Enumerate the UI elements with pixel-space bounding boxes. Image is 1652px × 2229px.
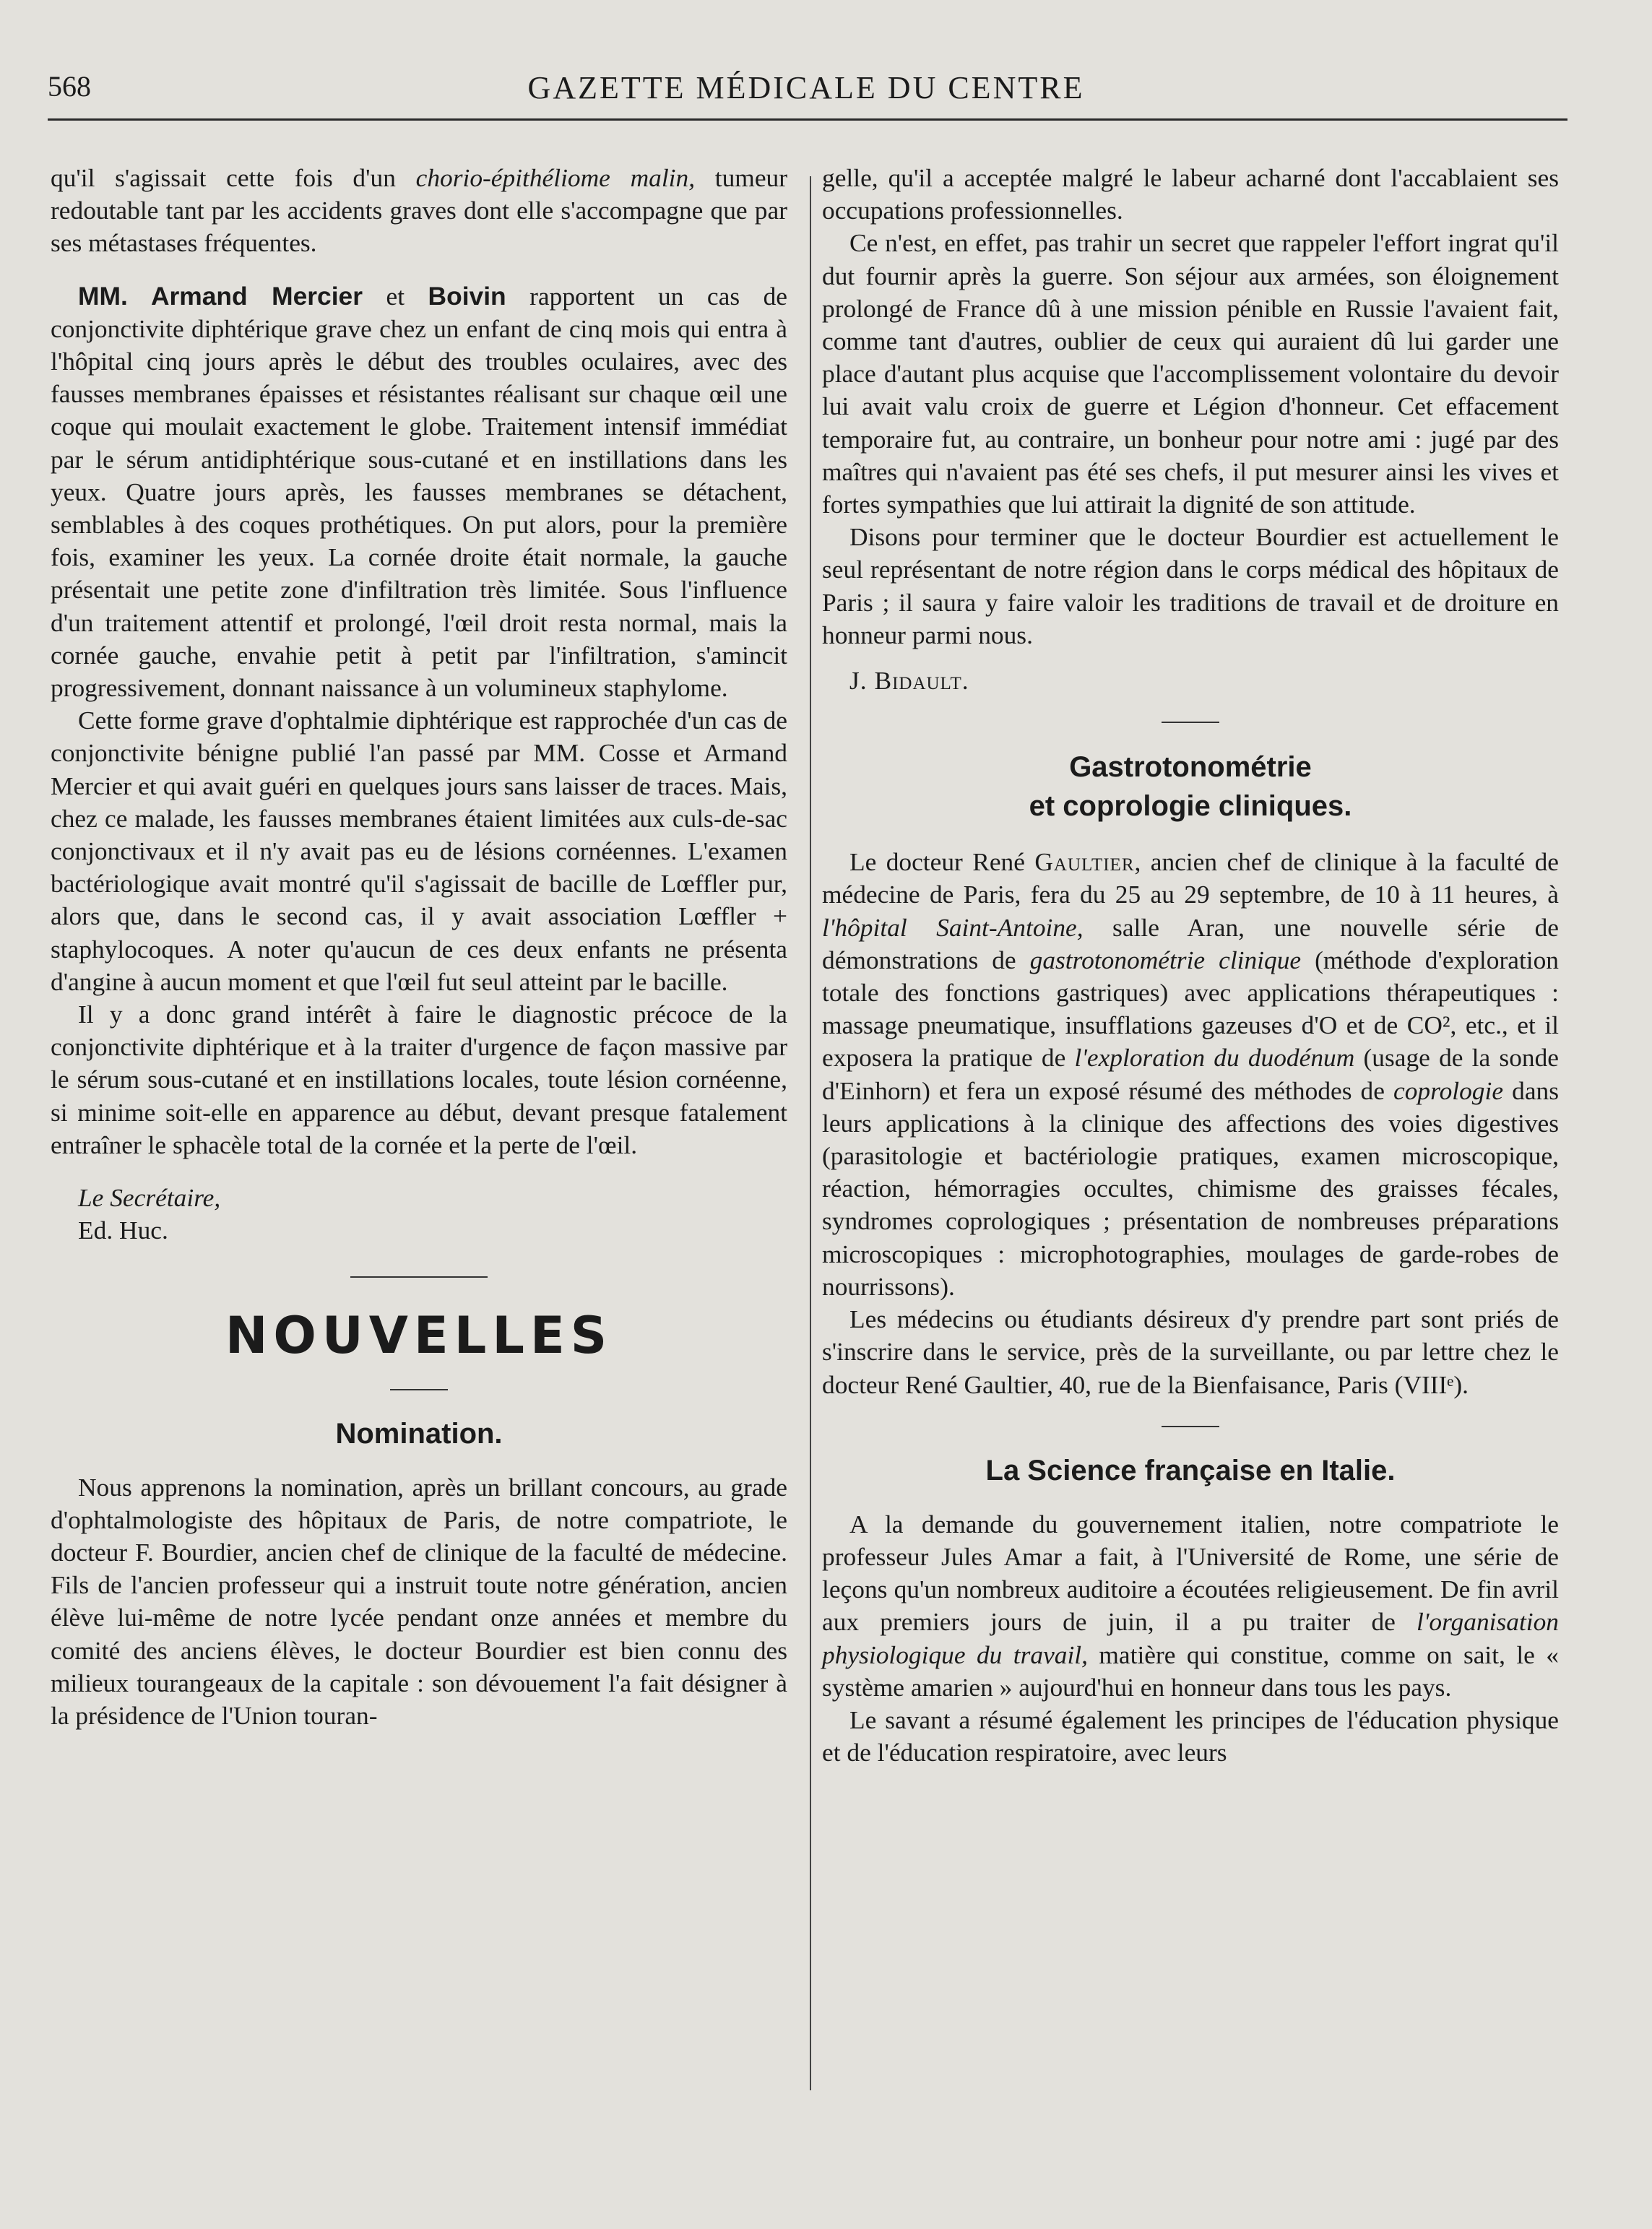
section-rule: [350, 1276, 488, 1278]
paragraph: Les médecins ou étudiants désireux d'y prendre part sont priés de s'inscrire dans le service, près de la surveillante, ou par lettre chez le docteur René Gaultier, 40, rue de la Bienfaisance, Paris (VIIIᵉ).: [822, 1304, 1559, 1399]
paragraph: Il y a donc grand intérêt à faire le diagnostic précoce de la conjonctivite diphtérique et à la traiter d'urgence de façon massive par le sérum sous-cutané et en instillations locales, toute lésion cornéenne, si minime soit-elle en apparence au début, devant presque fatalement entraîner le sphacèle total de la cornée et la perte de l'œil.: [51, 1000, 787, 1159]
right-column: [822, 162, 1559, 1769]
article-heading: Gastrotonométrie: [1069, 751, 1312, 784]
paragraph: Nous apprenons la nomination, après un brillant concours, au grade d'ophtalmologiste des hôpitaux de Paris, de notre compatriote, le docteur F. Bourdier, ancien chef de clinique de la faculté de médecine. Fils de l'ancien professeur qui a instruit toute notre génération, ancien élève lui-même de notre lycée pendant onze années et membre du comité des anciens élèves, le docteur Bourdier est bien connu des milieux tourangeaux de la capitale : son dévouement l'a fait désigner à la présidence de l'Union touran-: [51, 1472, 787, 1730]
left-column: [51, 162, 787, 1732]
running-title: GAZETTE MÉDICALE DU CENTRE: [527, 70, 1085, 105]
section-rule: [1162, 1426, 1219, 1427]
paragraph: MM. Armand Mercier et Boivin rapportent un cas de conjonctivite diphtérique grave chez un enfant de cinq mois qui entra à l'hôpital cinq jours après le début des troubles oculaires, avec des fausses membranes épaisses et résistantes réalisant sur chaque œil une coque qui moulait exactement le globe. Traitement intensif immédiat par le sérum antidiphtérique sous-cutané et en instillations dans les yeux. Quatre jours après, les fausses membranes se détachent, semblables à des coques prothétiques. On put alors, pour la première fois, examiner les yeux. La cornée droite était normale, la gauche présentait une petite zone d'infiltration très limitée. Sous l'influence d'un traitement attentif et prolongé, l'œil droit resta normal, mais la cornée gauche, envahie petit à petit par l'infiltration, s'amincit progressivement, donnant naissance à un volumineux staphylome.: [51, 281, 787, 703]
person-name: Gaultier: [1034, 847, 1135, 877]
section-heading: NOUVELLES: [225, 1305, 613, 1365]
signature-name: Ed. Huc.: [78, 1216, 168, 1245]
paragraph: Le docteur René Gaultier, ancien chef de clinique à la faculté de médecine de Paris, fera du 25 au 29 septembre, de 10 à 11 heures, à l'hôpital Saint-Antoine, salle Aran, une nouvelle série de démonstrations de gastrotonométrie clinique (méthode d'exploration totale des fonctions gastriques) avec applications thérapeutiques : massage pneumatique, insufflations gazeuses d'O et de CO², etc., et il exposera la pratique de l'exploration du duodénum (usage de la sonde d'Einhorn) et fera un exposé résumé des méthodes de coprologie dans leurs applications à la clinique des affections des voies digestives (parasitologie et bactériologie pratiques, examen microscopique, réaction, hémorragies occultes, chimisme des graisses fécales, syndromes coprologiques ; présentation de nombreuses préparations microscopiques : microphotographies, moulages de garde-robes de nourrissons).: [822, 847, 1559, 1301]
paragraph: qu'il s'agissait cette fois d'un chorio-épithéliome malin, tumeur redoutable tant par les accidents graves dont elle s'accompagne que par ses métastases fréquentes.: [51, 163, 788, 258]
article-heading: et coprologie cliniques.: [1029, 790, 1352, 823]
paragraph: gelle, qu'il a acceptée malgré le labeur acharné dont l'accablaient ses occupations professionnelles.: [822, 163, 1559, 225]
page-number: 568: [48, 70, 91, 103]
section-rule: [390, 1389, 448, 1390]
signature-title: Le Secrétaire,: [78, 1183, 221, 1213]
paragraph: Ce n'est, en effet, pas trahir un secret que rappeler l'effort ingrat qu'il dut fournir après la guerre. Son séjour aux armées, son éloignement prolongé de France dû à une mission pénible en Russie l'avaient fait, comme tant d'autres, oublier de ceux qui auraient dû lui garder une place d'autant plus acquise que l'accomplissement volontaire du devoir lui avait valu croix de guerre et Légion d'honneur. Cet effacement temporaire fut, au contraire, un bonheur pour notre ami : jugé par des maîtres qui n'avaient pas été ses chefs, il put mesurer ainsi les vives et fortes sympathies que lui attirait la dignité de son attitude.: [822, 228, 1559, 519]
author-name: Armand Mercier: [150, 281, 363, 311]
paragraph: Le savant a résumé également les principes de l'éducation physique et de l'éducation respiratoire, avec leurs: [822, 1705, 1559, 1767]
paragraph: A la demande du gouvernement italien, notre compatriote le professeur Jules Amar a fait, à l'Université de Rome, une série de leçons qu'un nombreux auditoire a écoutées religieusement. De fin avril aux premiers jours de juin, il a pu traiter de l'organisation physiologique du travail, matière qui constitue, comme on sait, le « système amarien » aujourd'hui en honneur dans tous les pays.: [822, 1509, 1559, 1702]
page-header: [48, 64, 1565, 121]
article-heading: La Science française en Italie.: [985, 1454, 1396, 1486]
paragraph: Cette forme grave d'ophtalmie diphtérique est rapprochée d'un cas de conjonctivite bénigne publié l'an passé par MM. Cosse et Armand Mercier et qui avait guéri en quelques jours sans laisser de traces. Mais, chez ce malade, les fausses membranes étaient limitées aux culs-de-sac conjonctivaux et il n'y avait pas eu de lésions cornéennes. L'examen bactériologique avait montré qu'il s'agissait de bacille de Lœffler pur, alors que, dans le second cas, il y avait association Lœffler + staphylocoques. A noter qu'aucun de ces deux enfants ne présenta d'angine à aucun moment et que l'œil fut seul atteint par le bacille.: [51, 706, 787, 996]
column-divider: [810, 176, 811, 2090]
article-heading: Nomination.: [335, 1417, 503, 1450]
author-name: Boivin: [428, 281, 506, 311]
signature-name: J. Bidault.: [849, 666, 969, 696]
paragraph: Disons pour terminer que le docteur Bourdier est actuellement le seul représentant de notre région dans le corps médical des hôpitaux de Paris ; il saura y faire valoir les traditions de travail et de droiture en honneur parmi nous.: [822, 522, 1559, 649]
section-rule: [1162, 722, 1219, 723]
header-rule: [48, 118, 1567, 121]
